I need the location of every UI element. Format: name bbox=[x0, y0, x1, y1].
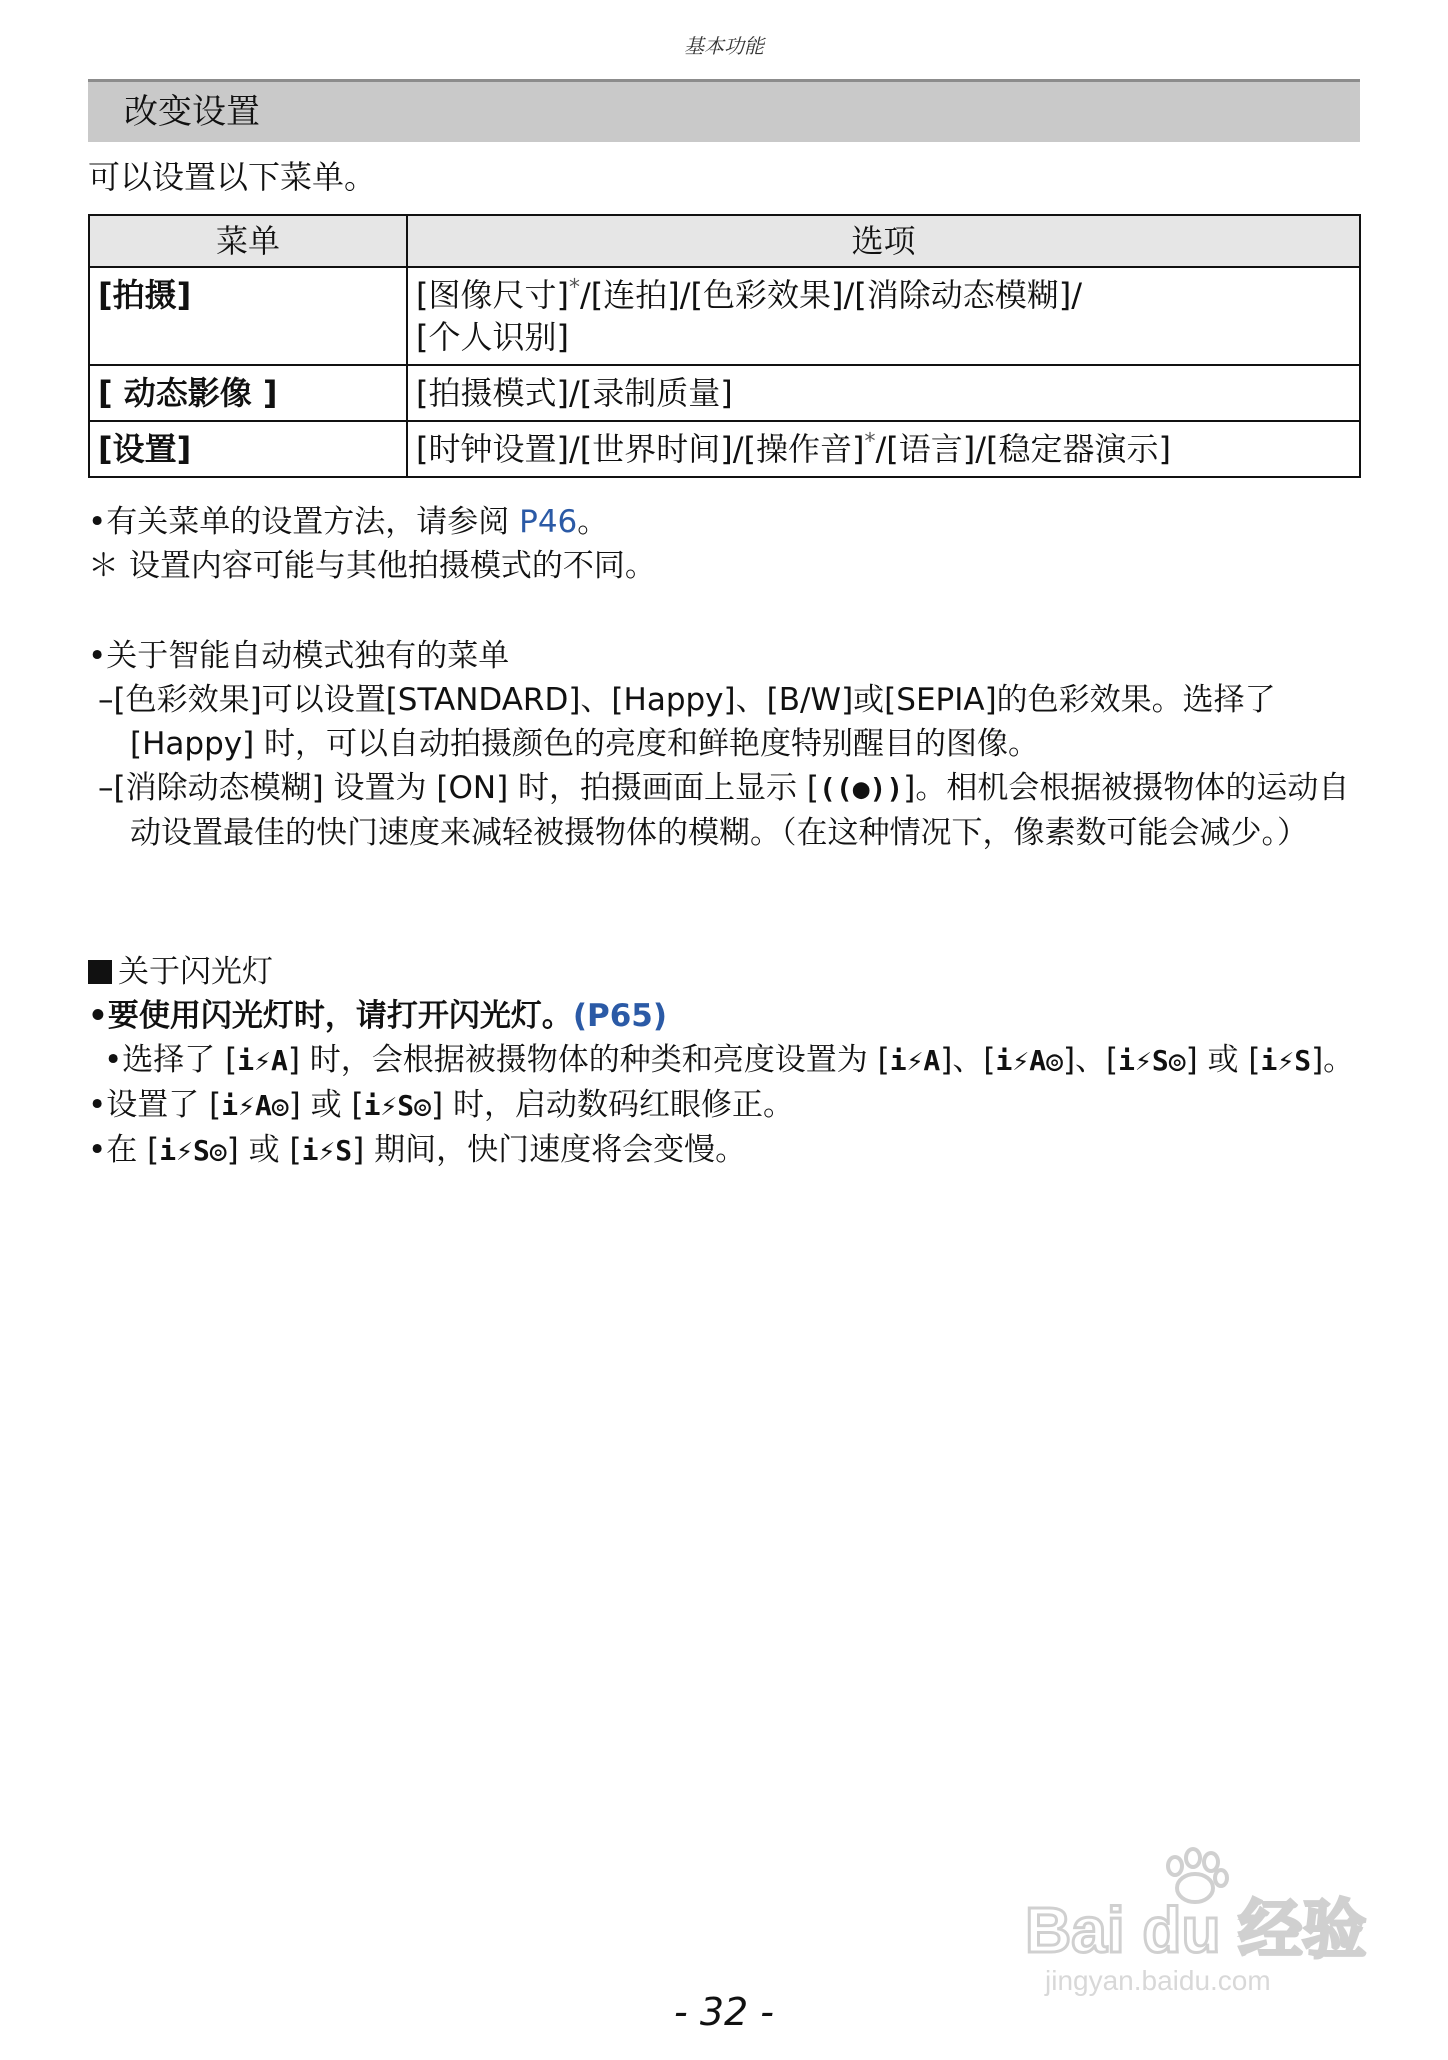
menu-cell: [拍摄] bbox=[89, 267, 407, 365]
smart-auto-item-2: –[消除动态模糊] 设置为 [ON] 时，拍摄画面上显示 [((●))]。相机会根据被摄物体的运动自动设置最佳的快门速度来减轻被摄物体的模糊。（在这种情况下，像素数可能会减少。） bbox=[98, 770, 1350, 851]
col-header-options: 选项 bbox=[407, 215, 1360, 267]
page-number: - 32 - bbox=[674, 1990, 774, 2034]
smart-auto-section bbox=[88, 634, 1363, 855]
flash-slow-redeye-icon: i⚡S◎ bbox=[1118, 1044, 1186, 1077]
section-title: 改变设置 bbox=[88, 82, 1360, 142]
smart-auto-item-1: –[色彩效果]可以设置[STANDARD]、[Happy]、[B/W]或[SEPIA]的色彩效果。选择了 [Happy] 时，可以自动拍摄颜色的亮度和鲜艳度特别醒目的图像。 bbox=[98, 682, 1276, 762]
running-header: 基本功能 bbox=[684, 34, 764, 58]
options-cell: [图像尺寸]*/[连拍]/[色彩效果]/[消除动态模糊]/ [个人识别] bbox=[407, 267, 1360, 365]
square-bullet-icon bbox=[88, 960, 112, 984]
flash-title: 关于闪光灯 bbox=[88, 950, 1363, 994]
table-header-row bbox=[89, 215, 1360, 267]
table-row bbox=[89, 421, 1360, 477]
motion-deblur-icon: ((●)) bbox=[818, 772, 904, 805]
asterisk: * bbox=[864, 429, 876, 455]
watermark-line2: jingyan.baidu.com bbox=[1045, 1965, 1271, 1996]
watermark-line1: Bai du 经验 bbox=[1025, 1894, 1367, 1966]
page-link-p65[interactable]: (P65) bbox=[572, 998, 668, 1034]
table-row bbox=[89, 365, 1360, 421]
flash-slow-icon: i⚡S bbox=[1260, 1044, 1312, 1077]
flash-auto-redeye-icon: i⚡A◎ bbox=[221, 1089, 289, 1122]
table-row bbox=[89, 267, 1360, 365]
flash-section bbox=[88, 950, 1363, 1173]
page-link-p46[interactable]: P46 bbox=[519, 504, 578, 540]
flash-bullet-2: •选择了 [i⚡A] 时，会根据被摄物体的种类和亮度设置为 [i⚡A]、[i⚡A◎]、[i⚡S◎] 或 [i⚡S]。 bbox=[104, 1042, 1355, 1078]
flash-bullet-4: •在 [i⚡S◎] 或 [i⚡S] 期间，快门速度将会变慢。 bbox=[88, 1132, 747, 1168]
flash-bullet-1: •要使用闪光灯时，请打开闪光灯。(P65) bbox=[88, 998, 668, 1034]
flash-slow-redeye-icon: i⚡S◎ bbox=[159, 1134, 227, 1167]
notes bbox=[88, 500, 1363, 588]
note-2: ＊ 设置内容可能与其他拍摄模式的不同。 bbox=[88, 548, 656, 584]
note-1: •有关菜单的设置方法，请参阅 P46。 bbox=[88, 504, 609, 540]
flash-slow-redeye-icon: i⚡S◎ bbox=[363, 1089, 432, 1122]
options-cell: [拍摄模式]/[录制质量] bbox=[407, 365, 1360, 421]
smart-auto-title: •关于智能自动模式独有的菜单 bbox=[88, 638, 510, 674]
menu-cell: [设置] bbox=[89, 421, 407, 477]
flash-bullet-3: •设置了 [i⚡A◎] 或 [i⚡S◎] 时，启动数码红眼修正。 bbox=[88, 1087, 794, 1123]
flash-slow-icon: i⚡S bbox=[301, 1134, 353, 1167]
asterisk: * bbox=[568, 275, 580, 301]
intro-text: 可以设置以下菜单。 bbox=[88, 158, 377, 196]
paw-logo-icon bbox=[1025, 1840, 1370, 2000]
menu-cell: [ 动态影像 ] bbox=[89, 365, 407, 421]
flash-auto-redeye-icon: i⚡A◎ bbox=[995, 1044, 1063, 1077]
menu-table bbox=[88, 214, 1361, 478]
col-header-menu: 菜单 bbox=[89, 215, 407, 267]
flash-auto-icon: i⚡A bbox=[889, 1044, 941, 1077]
flash-auto-icon: i⚡A bbox=[237, 1044, 288, 1077]
options-cell: [时钟设置]/[世界时间]/[操作音]*/[语言]/[稳定器演示] bbox=[407, 421, 1360, 477]
baidu-watermark bbox=[1025, 1840, 1370, 2000]
